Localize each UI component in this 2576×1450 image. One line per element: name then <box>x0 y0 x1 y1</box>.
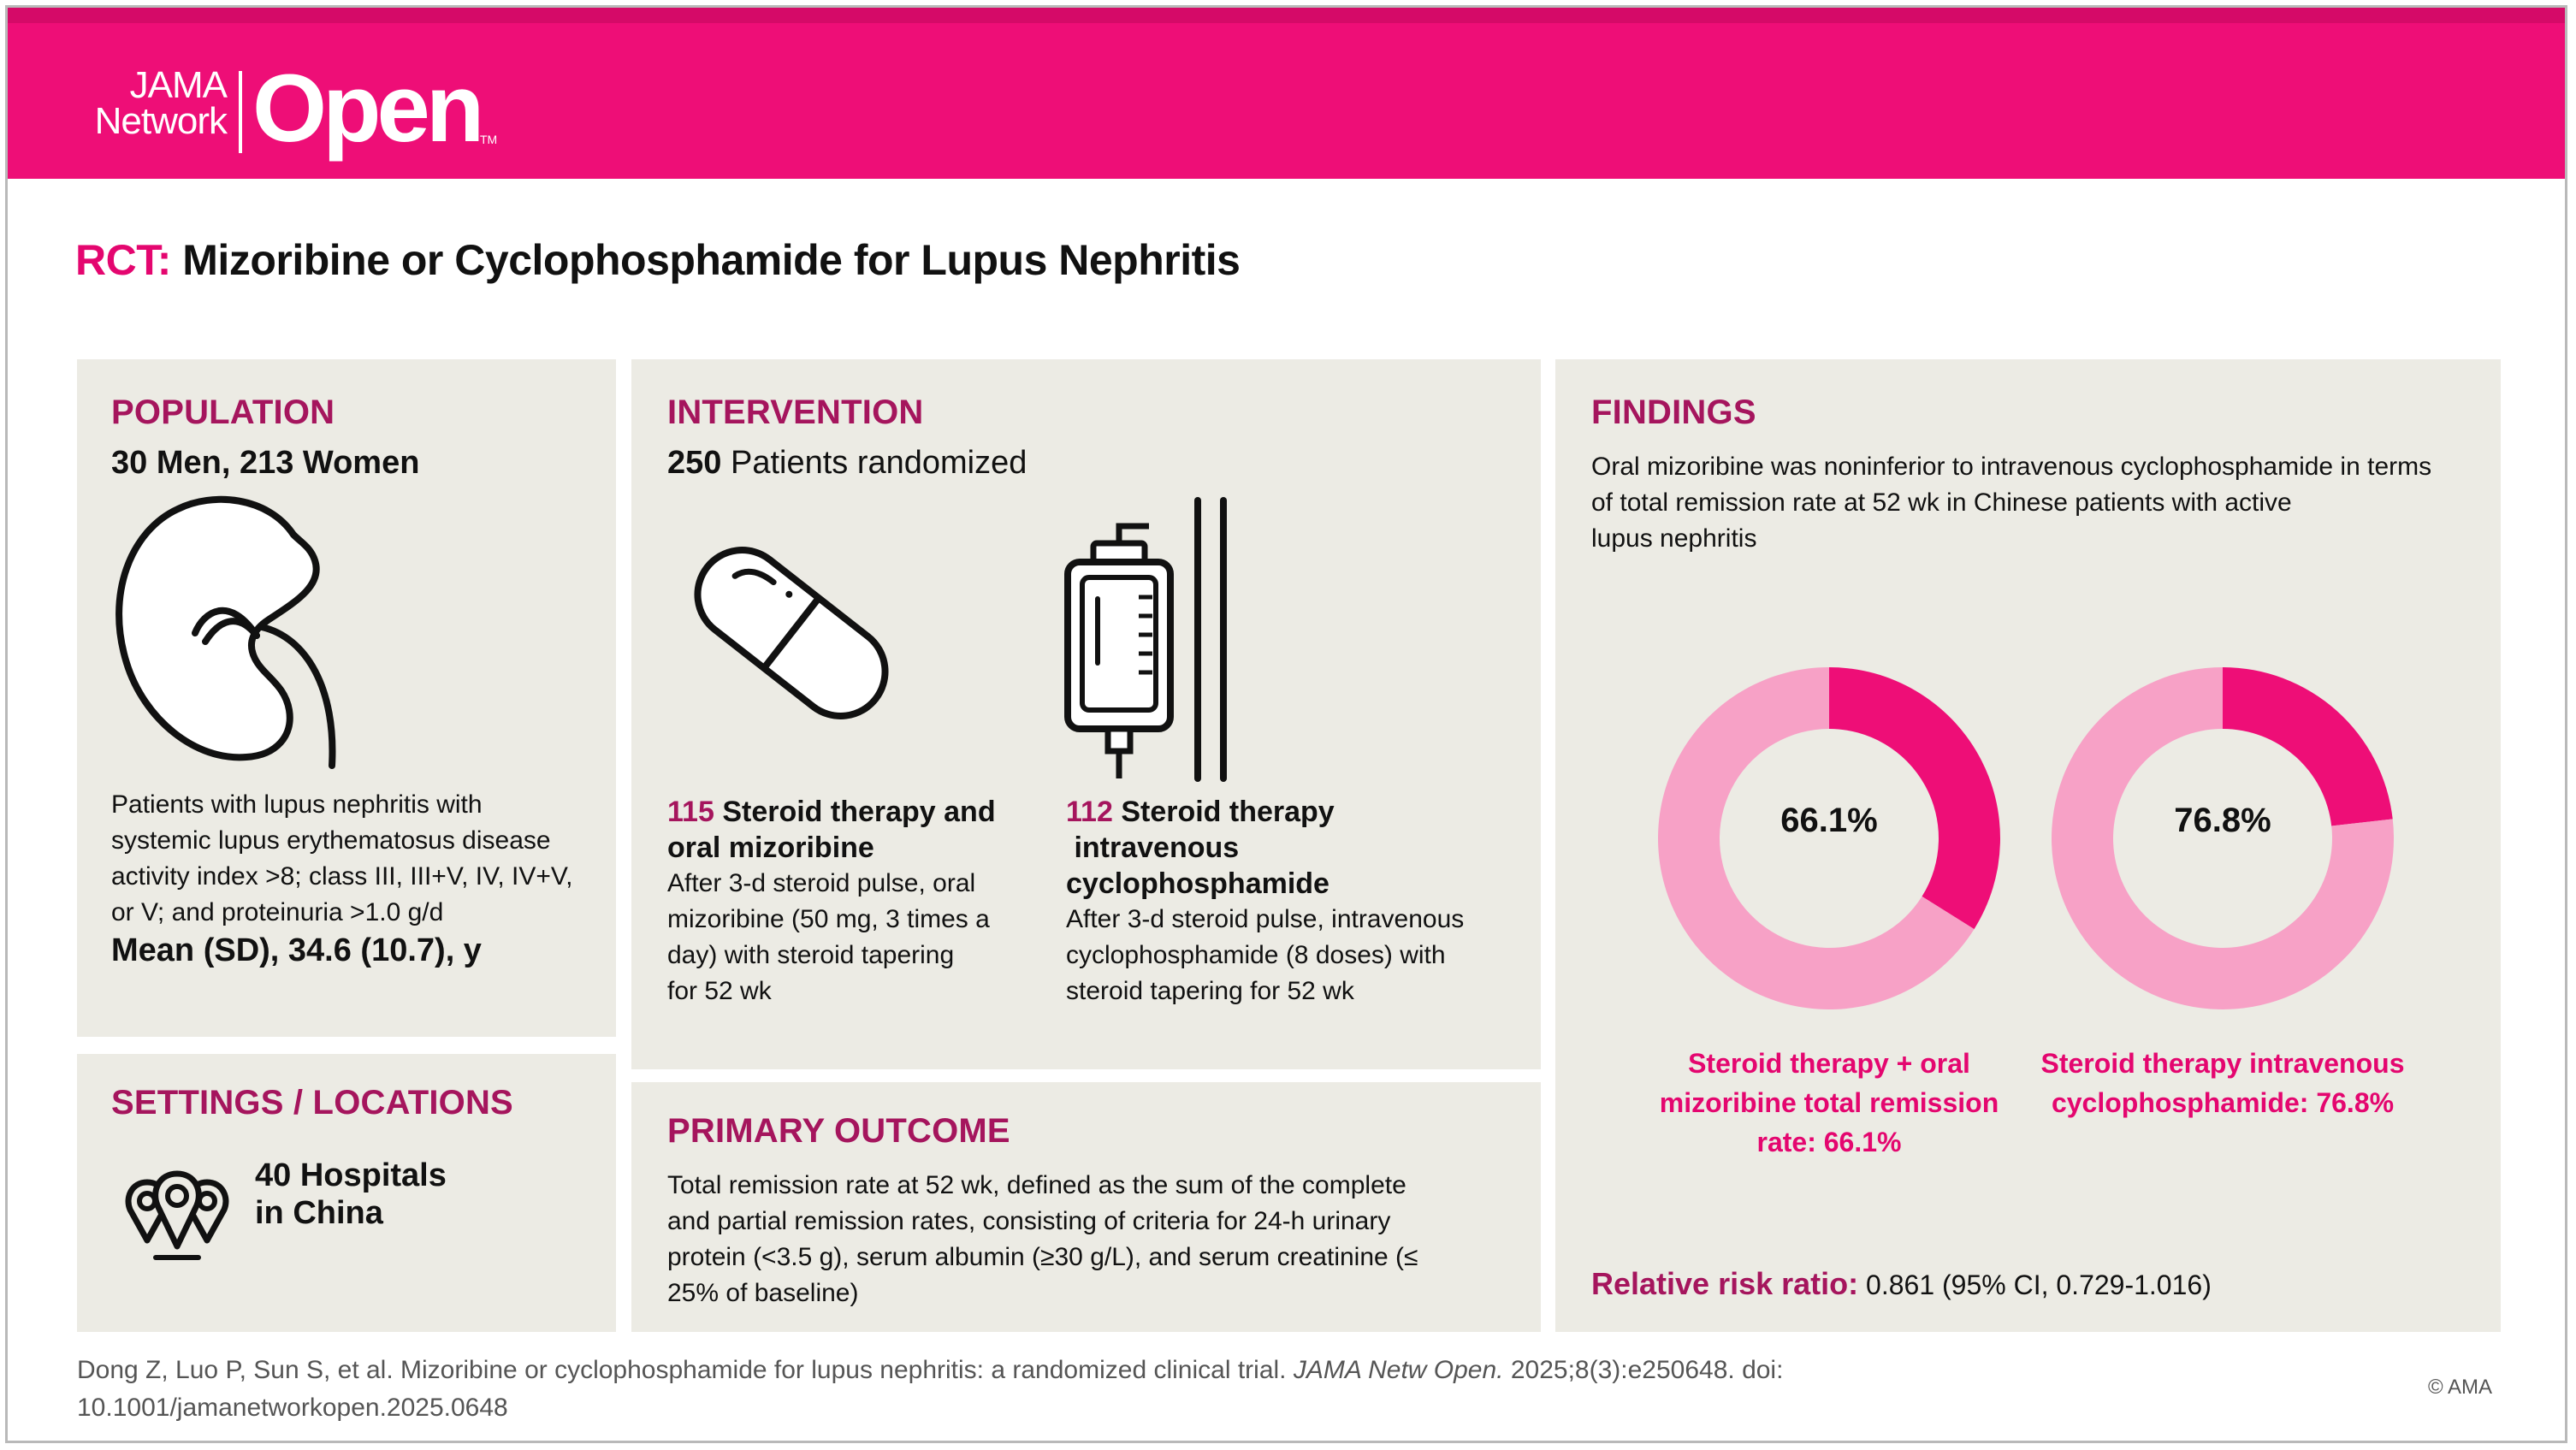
donut1-caption-line: rate: 66.1% <box>1756 1127 1902 1157</box>
settings-location <box>255 1157 447 1232</box>
findings-line: lupus nephritis <box>1591 524 1757 553</box>
location-pins-icon <box>121 1165 233 1264</box>
citation-journal: JAMA Netw Open. <box>1293 1356 1504 1384</box>
primary-outcome-line: Total remission rate at 52 wk, defined as the sum of the complete <box>667 1171 1406 1199</box>
citation-text-b: 2025;8(3):e250648. doi: <box>1510 1356 1784 1384</box>
population-panel <box>77 359 616 1037</box>
arm2-title <box>1066 794 1528 902</box>
findings-heading: FINDINGS <box>1591 394 1756 431</box>
kidney-icon <box>110 483 358 774</box>
primary-outcome-heading: PRIMARY OUTCOME <box>667 1112 1010 1150</box>
copyright: © AMA <box>2428 1376 2493 1399</box>
arm2-title-line1: Steroid therapy <box>1121 796 1335 828</box>
arm2-number: 112 <box>1066 796 1113 828</box>
arm1-block <box>667 794 1035 1009</box>
settings-line2: in China <box>255 1195 383 1231</box>
findings-line: of total remission rate at 52 wk in Chinese patients with active <box>1591 488 2292 517</box>
donut1-caption-line: Steroid therapy + oral <box>1688 1048 1970 1079</box>
randomized-text: Patients randomized <box>730 445 1027 481</box>
findings-line: Oral mizoribine was noninferior to intravenous cyclophosphamide in terms <box>1591 453 2432 481</box>
arm1-desc-line: After 3-d steroid pulse, oral <box>667 869 976 897</box>
arm2-desc-line: steroid tapering for 52 wk <box>1066 977 1354 1005</box>
primary-outcome-line: protein (<3.5 g), serum albumin (≥30 g/L), and serum creatinine (≤ <box>667 1243 1418 1271</box>
donut-slice-highlight <box>1829 667 2000 929</box>
population-counts: 30 Men, 213 Women <box>111 445 420 481</box>
title-prefix: RCT: <box>75 236 171 284</box>
donut1-caption <box>1632 1044 2026 1162</box>
logo-divider <box>239 71 242 153</box>
donut2-caption <box>2017 1044 2428 1122</box>
primary-outcome-text <box>667 1168 1418 1311</box>
population-desc-line: Patients with lupus nephritis with <box>111 790 483 819</box>
citation-text: Dong Z, Luo P, Sun S, et al. Mizoribine or cyclophosphamide for lupus nephritis: a randomized clinical trial. <box>77 1356 1287 1384</box>
arm2-block <box>1066 794 1528 1009</box>
population-age: Mean (SD), 34.6 (10.7), y <box>111 932 482 968</box>
arm1-title-line2: oral mizoribine <box>667 832 874 864</box>
rr-label: Relative risk ratio: <box>1591 1266 1859 1301</box>
donut2-caption-line: cyclophosphamide: 76.8% <box>2051 1087 2395 1118</box>
arm2-desc-line: After 3-d steroid pulse, intravenous <box>1066 905 1465 933</box>
iv-bag-icon <box>1063 496 1269 783</box>
findings-panel <box>1555 359 2501 1332</box>
donut2-center-label: 76.8% <box>2174 802 2271 839</box>
logo-line1: JAMA <box>129 64 227 106</box>
arm2-title-line3: cyclophosphamide <box>1066 867 1329 900</box>
intervention-heading: INTERVENTION <box>667 394 924 431</box>
logo-tm: TM <box>480 133 498 146</box>
donut1-caption-line: mizoribine total remission <box>1659 1087 1999 1118</box>
primary-outcome-panel <box>631 1082 1541 1332</box>
arm2-desc-line: cyclophosphamide (8 doses) with <box>1066 941 1446 969</box>
citation-line2: 10.1001/jamanetworkopen.2025.0648 <box>77 1394 508 1422</box>
intervention-panel <box>631 359 1541 1069</box>
logo-jama-network <box>73 64 227 142</box>
primary-outcome-line: 25% of baseline) <box>667 1279 859 1307</box>
intervention-randomized <box>667 445 1027 481</box>
header-banner <box>8 8 2565 179</box>
arm1-desc-line: for 52 wk <box>667 977 772 1005</box>
population-desc-line: systemic lupus erythematosus disease <box>111 826 551 855</box>
arm1-title-line1: Steroid therapy and <box>722 796 996 828</box>
citation-line1 <box>77 1352 1783 1389</box>
logo-open: Open <box>252 55 481 162</box>
rr-value: 0.861 (95% CI, 0.729-1.016) <box>1866 1269 2212 1300</box>
arm1-desc-line: day) with steroid tapering <box>667 941 955 969</box>
settings-panel <box>77 1054 616 1332</box>
arm1-desc-line: mizoribine (50 mg, 3 times a <box>667 905 990 933</box>
arm1-number: 115 <box>667 796 714 828</box>
settings-line1: 40 Hospitals <box>255 1157 447 1193</box>
randomized-number: 250 <box>667 445 722 481</box>
donut1-center-label: 66.1% <box>1780 802 1878 839</box>
population-desc-line: or V; and proteinuria >1.0 g/d <box>111 898 444 926</box>
arm2-title-line2: intravenous <box>1074 832 1240 864</box>
population-description <box>111 787 572 931</box>
logo-line2: Network <box>94 100 227 142</box>
donut2-caption-line: Steroid therapy intravenous <box>2040 1048 2405 1079</box>
settings-heading: SETTINGS / LOCATIONS <box>111 1084 513 1122</box>
capsule-icon <box>667 522 915 744</box>
primary-outcome-line: and partial remission rates, consisting of criteria for 24-h urinary <box>667 1207 1391 1235</box>
title-text: Mizoribine or Cyclophosphamide for Lupus Nephritis <box>182 236 1241 284</box>
population-desc-line: activity index >8; class III, III+V, IV, IV+V, <box>111 862 573 891</box>
arm1-title <box>667 794 1035 866</box>
citation <box>77 1352 1783 1427</box>
findings-summary <box>1591 449 2431 557</box>
header-topline <box>8 8 2565 23</box>
page-title <box>75 235 1240 285</box>
relative-risk <box>1591 1266 2212 1303</box>
population-heading: POPULATION <box>111 394 335 431</box>
